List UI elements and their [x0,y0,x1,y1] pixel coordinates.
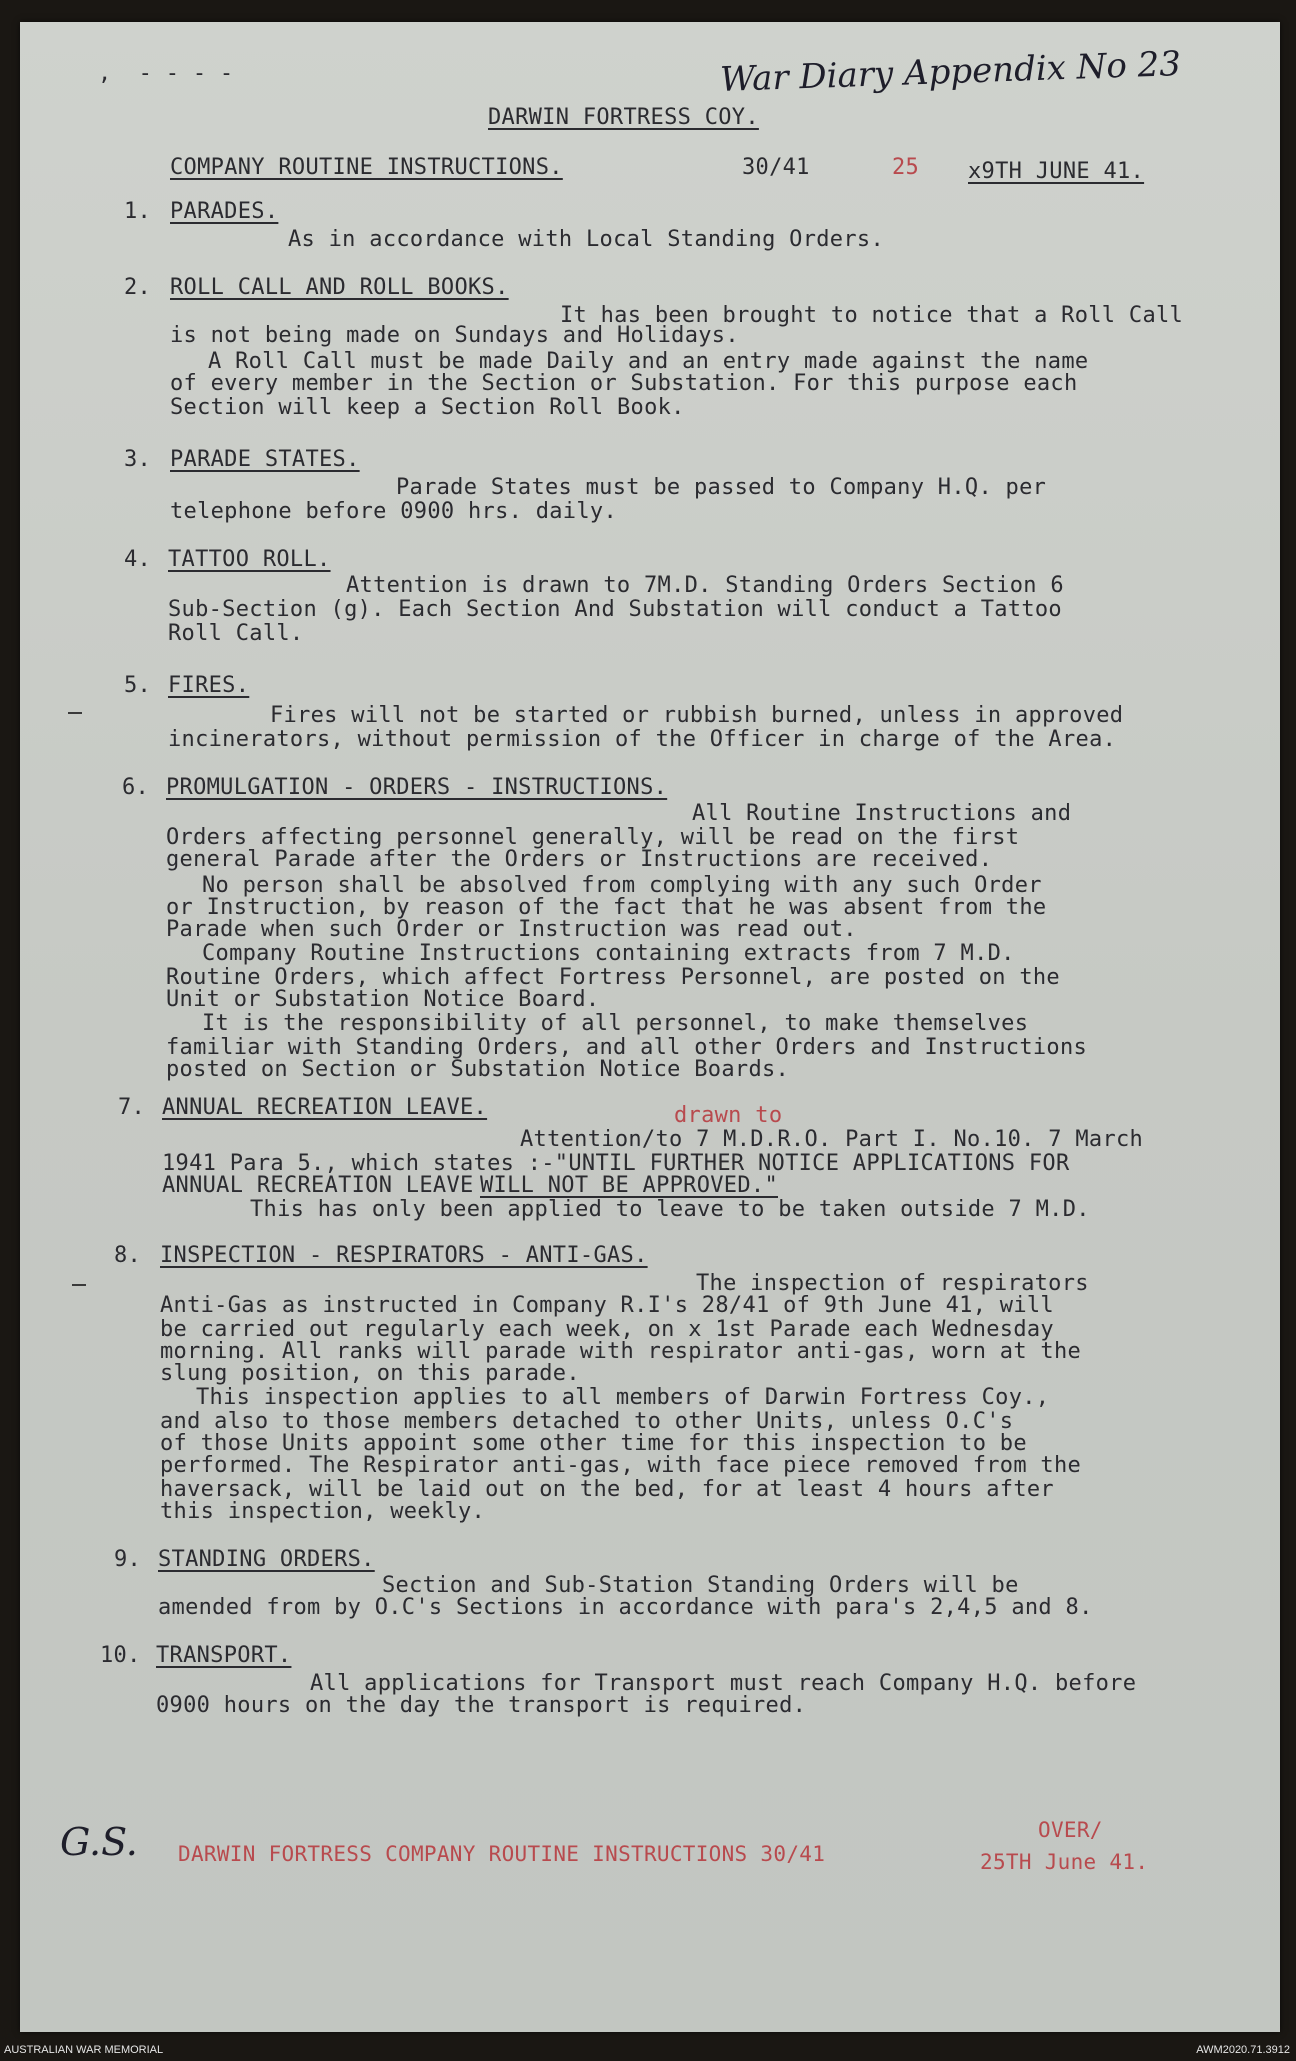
section-line: Company Routine Instructions containing extracts from 7 M.D. [202,941,1015,966]
handwritten-header-note: War Diary Appendix No 23 [719,43,1182,101]
margin-tick [68,712,82,714]
section-heading: PARADES. [170,199,279,224]
section-heading: PROMULGATION - ORDERS - INSTRUCTIONS. [166,775,668,800]
section-heading: PARADE STATES. [170,447,360,472]
section-line: Parade States must be passed to Company H.Q. per [396,475,1047,500]
section-line: Sub-Section (g). Each Section And Substation will conduct a Tattoo [168,597,1062,622]
section-heading: INSPECTION - RESPIRATORS - ANTI-GAS. [160,1243,648,1268]
section-line: Roll Call. [168,621,304,646]
section-number: 5. [124,673,152,698]
section-heading: ANNUAL RECREATION LEAVE. [162,1095,488,1120]
section-line: It has been brought to notice that a Roll Call [560,303,1184,328]
section-line: It is the responsibility of all personnel, to make themselves [202,1011,1029,1036]
section-line: 0900 hours on the day the transport is required. [156,1693,807,1718]
section-line: is not being made on Sundays and Holidays. [170,323,739,348]
section-number: 8. [114,1243,142,1268]
section-line: All applications for Transport must reach Company H.Q. before [310,1671,1137,1696]
stamp-date: 25TH June 41. [980,1850,1149,1874]
section-line: Parade when such Order or Instruction was read out. [166,917,857,942]
section-line: of every member in the Section or Substation. For this purpose each [170,371,1078,396]
archive-name: AUSTRALIAN WAR MEMORIAL [4,2044,164,2056]
section-line: performed. The Respirator anti-gas, with face piece removed from the [160,1453,1082,1478]
section-line: be carried out regularly each week, on x 1st Parade each Wednesday [160,1317,1054,1342]
handwritten-initials: G.S. [60,1820,138,1864]
section-line: This has only been applied to leave to be taken outside 7 M.D. [250,1197,1090,1222]
issue-date: x9TH JUNE 41. [968,159,1145,184]
section-line: Section and Sub-Station Standing Orders will be [382,1573,1019,1598]
section-line: 1941 Para 5., which states :-"UNTIL FURTHER NOTICE APPLICATIONS FOR [162,1151,1070,1176]
margin-tick [72,1284,86,1286]
section-line: This inspection applies to all members of Darwin Fortress Coy., [196,1385,1050,1410]
section-line: The inspection of respirators [696,1271,1089,1296]
section-number: 7. [118,1095,146,1120]
section-line: haversack, will be laid out on the bed, for at least 4 hours after [160,1477,1054,1502]
archive-footer-bar [0,2040,1296,2061]
section-number: 4. [124,547,152,572]
section-line: incinerators, without permission of the Officer in charge of the Area. [168,727,1117,752]
section-heading: TRANSPORT. [156,1643,292,1668]
section-line: All Routine Instructions and [692,801,1072,826]
section-line: amended from by O.C's Sections in accordance with para's 2,4,5 and 8. [158,1595,1093,1620]
section-line: telephone before 0900 hrs. daily. [170,499,617,524]
section-line: As in accordance with Local Standing Orders. [288,227,884,252]
section-line: Attention is drawn to 7M.D. Standing Orders Section 6 [346,573,1064,598]
section-heading: TATTOO ROLL. [168,547,331,572]
section-number: 6. [122,775,150,800]
section-number: 1. [124,199,152,224]
section-heading: STANDING ORDERS. [158,1547,375,1572]
section-line: Routine Orders, which affect Fortress Personnel, are posted on the [166,965,1060,990]
margin-marks: , - - - - [98,61,234,86]
stamp-title: DARWIN FORTRESS COMPANY ROUTINE INSTRUCTIONS 30/41 [178,1842,826,1866]
section-number: 9. [114,1547,142,1572]
section-line: ANNUAL RECREATION LEAVE [162,1173,474,1198]
over-note: OVER/ [1038,1818,1103,1842]
section-line: Anti-Gas as instructed in Company R.I's 28/41 of 9th June 41, will [160,1293,1054,1318]
section-line: Unit or Substation Notice Board. [166,987,600,1012]
section-line: familiar with Standing Orders, and all other Orders and Instructions [166,1035,1088,1060]
section-line: this inspection, weekly. [160,1499,486,1524]
section-line: and also to those members detached to other Units, unless O.C's [160,1409,1014,1434]
section-line: slung position, on this parade. [160,1361,580,1386]
document-title: COMPANY ROUTINE INSTRUCTIONS. [170,155,563,180]
section-line: posted on Section or Substation Notice Boards. [166,1057,790,1082]
document-page [20,22,1280,2032]
section-line: or Instruction, by reason of the fact that he was absent from the [166,895,1047,920]
section-line: Orders affecting personnel generally, will be read on the first [166,825,1020,850]
archive-reference: AWM2020.71.3912 [1196,2044,1290,2056]
section-line: No person shall be absolved from complying with any such Order [202,873,1042,898]
section-heading: ROLL CALL AND ROLL BOOKS. [170,275,509,300]
date-correction: 25 [892,155,920,180]
section-number: 3. [124,447,152,472]
section-line: WILL NOT BE APPROVED." [480,1173,778,1198]
section-heading: FIRES. [168,673,250,698]
section-line: Fires will not be started or rubbish burned, unless in approved [270,703,1124,728]
section-line: general Parade after the Orders or Instructions are received. [166,847,993,872]
section-line: A Roll Call must be made Daily and an entry made against the name [208,349,1089,374]
section-line: morning. All ranks will parade with respirator anti-gas, worn at the [160,1339,1082,1364]
instruction-number: 30/41 [742,155,810,180]
section-line: of those Units appoint some other time for this inspection to be [160,1431,1027,1456]
section-line: Attention/to 7 M.D.R.O. Part I. No.10. 7 March [520,1127,1144,1152]
unit-heading: DARWIN FORTRESS COY. [488,105,759,130]
section-line: Section will keep a Section Roll Book. [170,395,685,420]
section-number: 10. [100,1643,141,1668]
section-number: 2. [124,275,152,300]
handwritten-correction: drawn to [674,1103,783,1128]
